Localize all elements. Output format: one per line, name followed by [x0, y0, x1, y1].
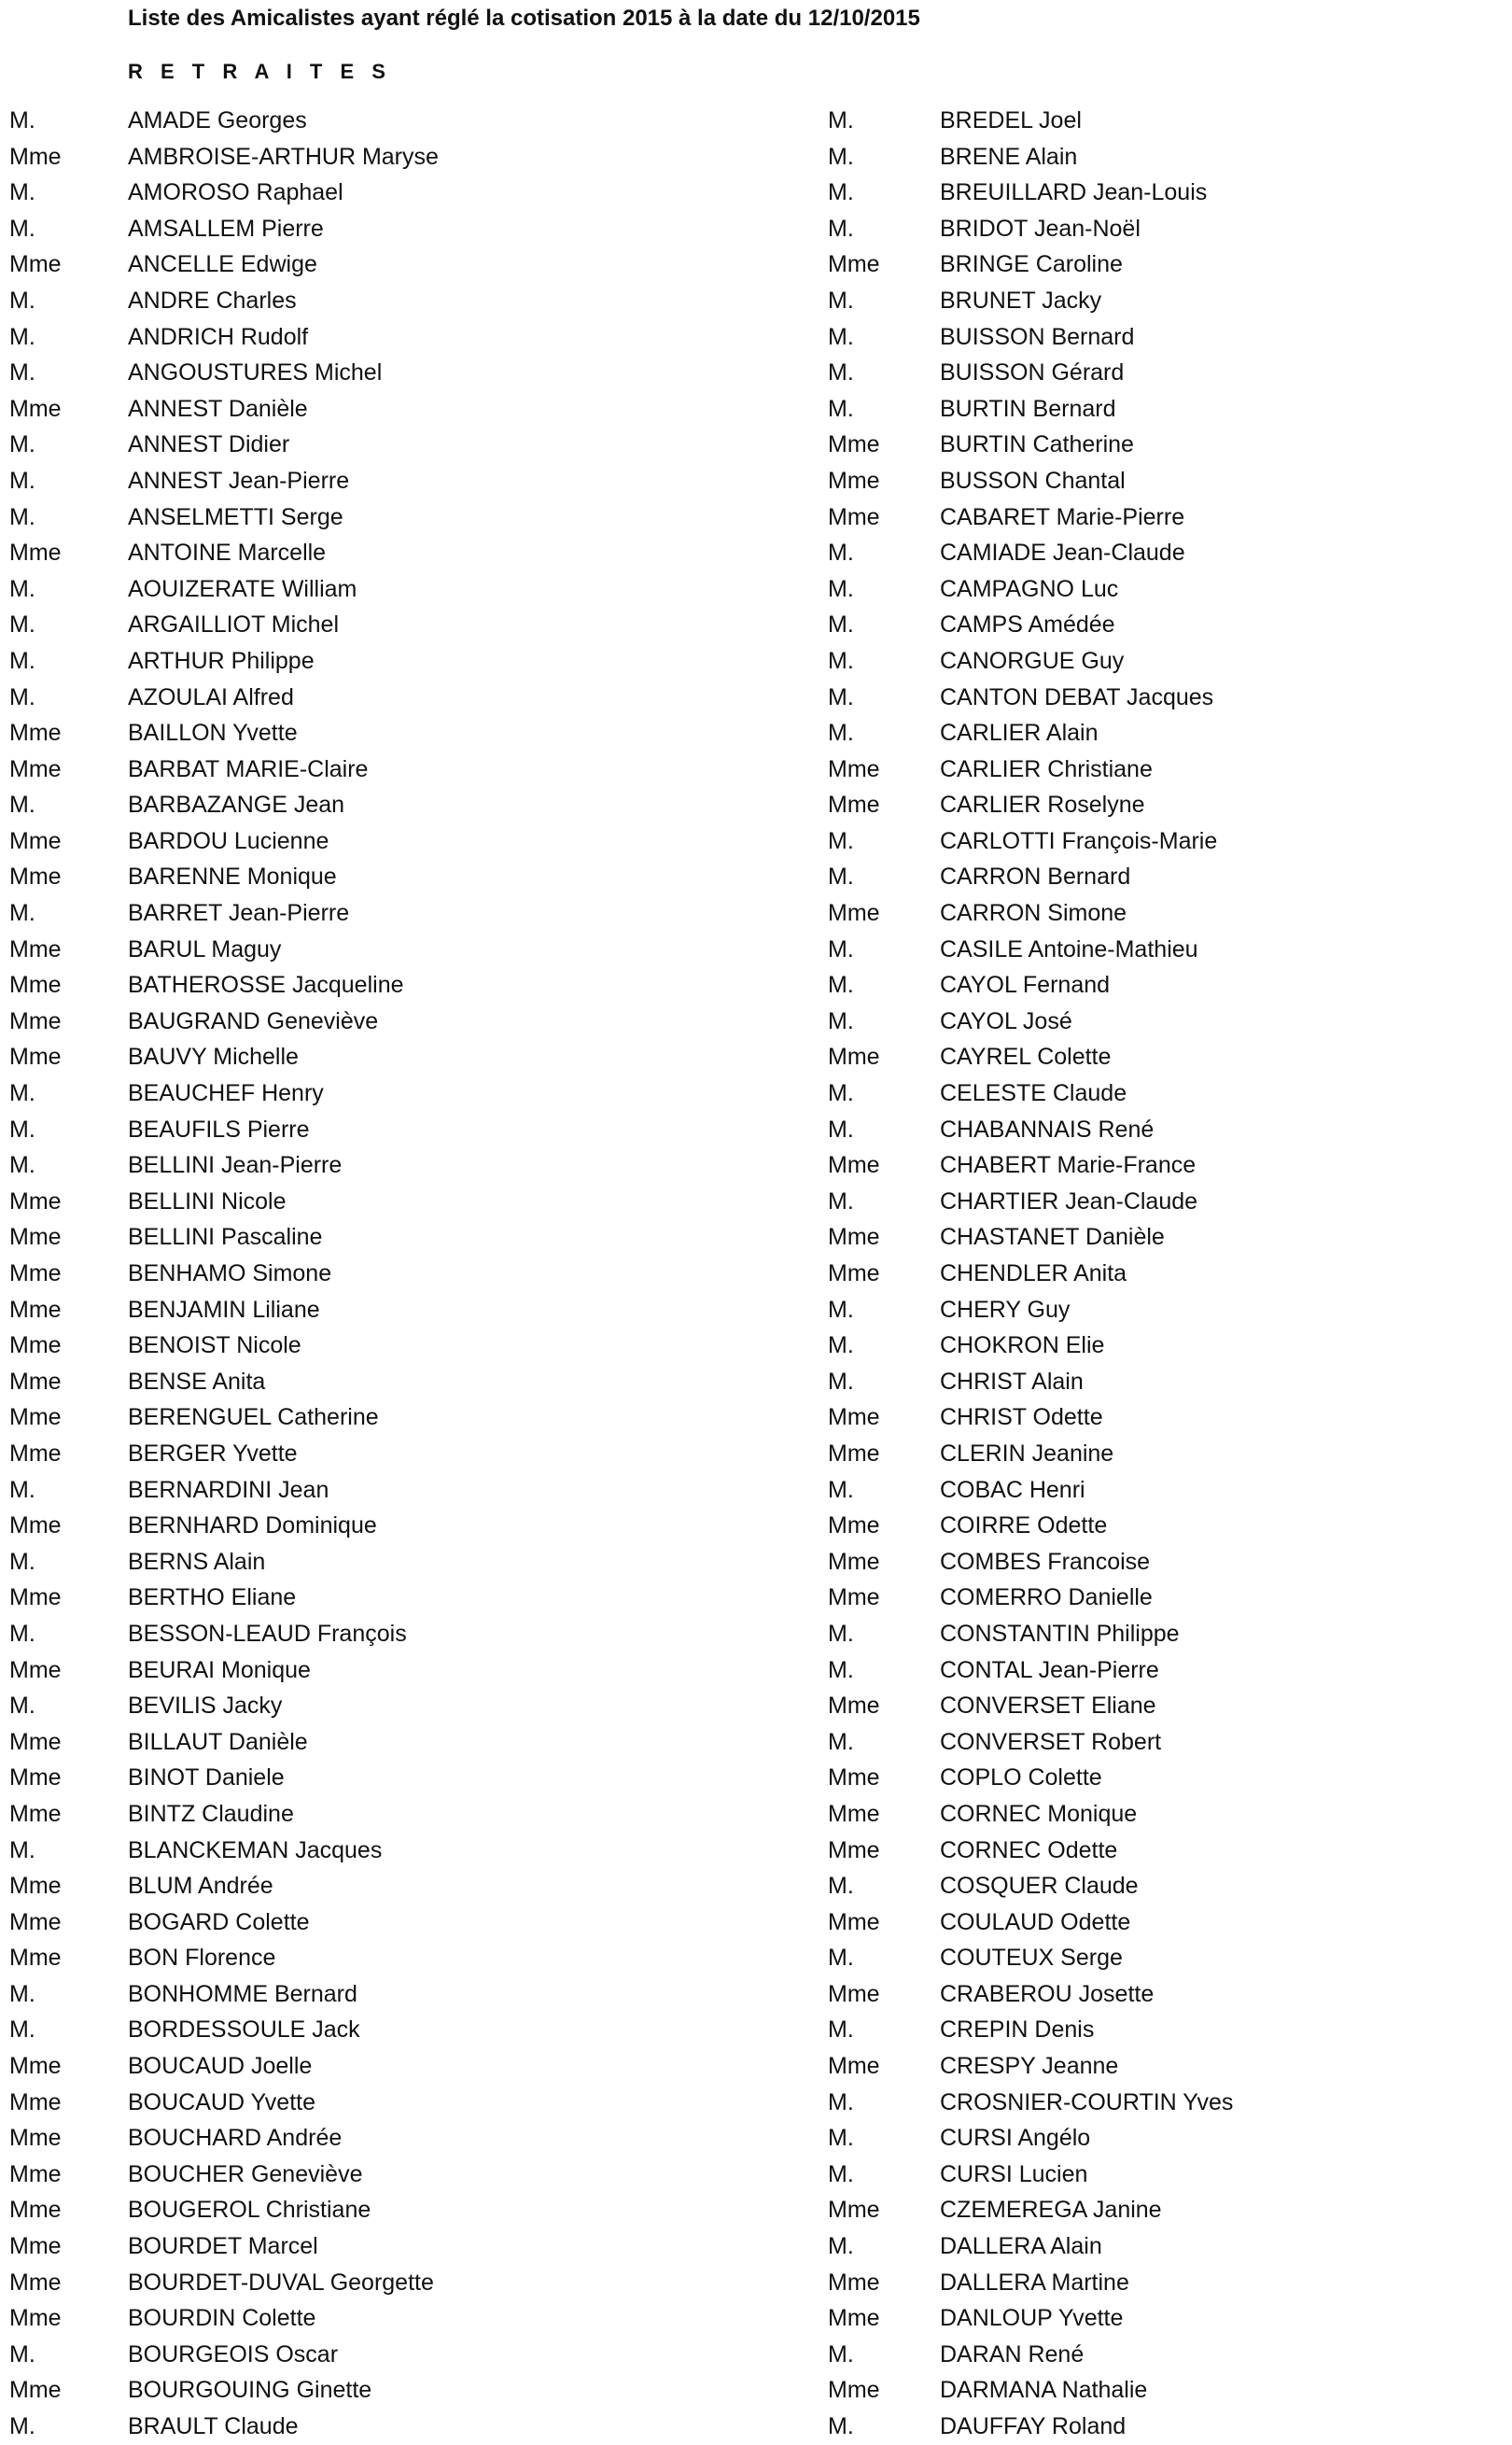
- member-civility: M.: [828, 1476, 854, 1503]
- member-civility: M.: [828, 1656, 854, 1683]
- member-name: AMBROISE-ARTHUR Maryse: [128, 143, 439, 170]
- member-civility: Mme: [9, 972, 62, 999]
- member-name: BENHAMO Simone: [128, 1260, 332, 1286]
- member-civility: M.: [9, 611, 35, 639]
- member-name: BRUNET Jacky: [940, 287, 1102, 314]
- member-civility: Mme: [828, 1404, 880, 1431]
- member-name: BERNS Alain: [128, 1548, 266, 1575]
- member-name: CANORGUE Guy: [940, 647, 1125, 674]
- member-name: BAUGRAND Geneviève: [128, 1007, 379, 1034]
- member-civility: M.: [9, 900, 35, 927]
- member-name: AMADE Georges: [128, 107, 307, 133]
- member-name: BOGARD Colette: [128, 1908, 310, 1935]
- member-name: AOUIZERATE William: [128, 575, 357, 602]
- member-name: COMBES Francoise: [940, 1548, 1151, 1575]
- member-name: DAUFFAY Roland: [940, 2413, 1127, 2439]
- member-civility: Mme: [9, 395, 62, 422]
- member-civility: M.: [9, 2016, 35, 2044]
- member-name: BATHEROSSE Jacqueline: [128, 972, 404, 999]
- member-civility: Mme: [828, 1764, 880, 1792]
- member-civility: M.: [9, 1116, 35, 1143]
- member-name: CLERIN Jeanine: [940, 1440, 1114, 1467]
- member-name: COUTEUX Serge: [940, 1945, 1123, 1972]
- member-civility: Mme: [828, 1152, 880, 1179]
- member-civility: Mme: [828, 1584, 880, 1611]
- member-name: BONHOMME Bernard: [128, 1980, 357, 2007]
- member-civility: M.: [828, 359, 854, 386]
- member-civility: M.: [9, 179, 35, 206]
- member-name: CURSI Angélo: [940, 2125, 1091, 2152]
- member-name: AZOULAI Alfred: [128, 683, 294, 710]
- member-name: ANNEST Danièle: [128, 395, 308, 422]
- member-civility: Mme: [9, 1332, 62, 1359]
- member-civility: M.: [9, 1693, 35, 1720]
- member-name: BERGER Yvette: [128, 1440, 298, 1467]
- member-name: CZEMEREGA Janine: [940, 2197, 1162, 2224]
- member-civility: Mme: [9, 935, 62, 963]
- member-civility: Mme: [9, 1728, 62, 1755]
- member-civility: Mme: [828, 1836, 880, 1863]
- member-civility: Mme: [9, 2377, 62, 2404]
- member-name: CONSTANTIN Philippe: [940, 1620, 1180, 1647]
- member-name: CHENDLER Anita: [940, 1260, 1127, 1286]
- member-civility: Mme: [9, 720, 62, 747]
- member-civility: M.: [828, 2125, 854, 2152]
- member-civility: Mme: [9, 251, 62, 278]
- member-name: CRABEROU Josette: [940, 1980, 1155, 2007]
- member-name: BOURGOUING Ginette: [128, 2377, 372, 2404]
- member-name: BENJAMIN Liliane: [128, 1296, 320, 1323]
- member-name: BREDEL Joel: [940, 107, 1082, 133]
- member-civility: M.: [9, 1980, 35, 2007]
- member-name: BESSON-LEAUD François: [128, 1620, 407, 1647]
- member-civility: M.: [828, 683, 854, 710]
- member-name: BINOT Daniele: [128, 1764, 285, 1792]
- member-civility: Mme: [828, 1908, 880, 1935]
- member-name: BARRET Jean-Pierre: [128, 900, 350, 927]
- member-civility: M.: [9, 1548, 35, 1575]
- member-name: CAMPS Amédée: [940, 611, 1115, 639]
- member-name: BERNHARD Dominique: [128, 1512, 377, 1539]
- member-civility: Mme: [828, 2053, 880, 2080]
- member-civility: Mme: [828, 467, 880, 494]
- member-civility: Mme: [828, 431, 880, 458]
- member-civility: Mme: [828, 1044, 880, 1071]
- member-name: BUISSON Gérard: [940, 359, 1125, 386]
- member-name: CANTON DEBAT Jacques: [940, 683, 1214, 710]
- member-name: COSQUER Claude: [940, 1873, 1139, 1900]
- member-civility: Mme: [9, 2088, 62, 2115]
- member-civility: Mme: [828, 2377, 880, 2404]
- member-civility: M.: [9, 2340, 35, 2368]
- member-civility: M.: [828, 935, 854, 963]
- member-civility: M.: [9, 1152, 35, 1179]
- member-civility: Mme: [828, 2305, 880, 2332]
- member-name: CAYREL Colette: [940, 1044, 1112, 1071]
- member-civility: M.: [9, 359, 35, 386]
- member-name: BAUVY Michelle: [128, 1044, 299, 1071]
- member-civility: M.: [828, 540, 854, 567]
- member-civility: M.: [9, 1836, 35, 1863]
- member-name: BOUCAUD Joelle: [128, 2053, 313, 2080]
- member-civility: Mme: [9, 1512, 62, 1539]
- member-name: CARLOTTI François-Marie: [940, 827, 1218, 854]
- member-civility: M.: [828, 827, 854, 854]
- member-name: BILLAUT Danièle: [128, 1728, 308, 1755]
- member-name: COBAC Henri: [940, 1476, 1085, 1503]
- member-civility: M.: [9, 323, 35, 350]
- member-name: CONTAL Jean-Pierre: [940, 1656, 1159, 1683]
- member-civility: M.: [828, 2233, 854, 2260]
- member-name: BELLINI Nicole: [128, 1187, 287, 1215]
- document-title: Liste des Amicalistes ayant réglé la cotisation 2015 à la date du 12/10/2015: [128, 6, 920, 31]
- member-name: CAMIADE Jean-Claude: [940, 540, 1185, 567]
- member-civility: Mme: [9, 143, 62, 170]
- member-civility: Mme: [9, 2233, 62, 2260]
- member-civility: M.: [9, 1476, 35, 1503]
- member-name: ANCELLE Edwige: [128, 251, 317, 278]
- member-civility: M.: [828, 323, 854, 350]
- member-civility: M.: [9, 431, 35, 458]
- member-civility: Mme: [9, 2160, 62, 2187]
- member-name: BOUCHARD Andrée: [128, 2125, 343, 2152]
- member-name: BERTHO Eliane: [128, 1584, 297, 1611]
- member-name: BOURDET Marcel: [128, 2233, 318, 2260]
- member-civility: M.: [9, 503, 35, 530]
- member-name: BARUL Maguy: [128, 935, 282, 963]
- member-name: BLANCKEMAN Jacques: [128, 1836, 383, 1863]
- member-name: CREPIN Denis: [940, 2016, 1095, 2044]
- member-civility: Mme: [9, 864, 62, 891]
- member-name: BURTIN Catherine: [940, 431, 1134, 458]
- member-name: CHERY Guy: [940, 1296, 1071, 1323]
- member-civility: M.: [9, 215, 35, 242]
- member-civility: Mme: [9, 1044, 62, 1071]
- member-civility: M.: [828, 611, 854, 639]
- member-name: CHRIST Odette: [940, 1404, 1103, 1431]
- member-name: CARRON Simone: [940, 900, 1127, 927]
- member-civility: M.: [828, 647, 854, 674]
- member-civility: M.: [828, 2413, 854, 2439]
- member-name: BRINGE Caroline: [940, 251, 1123, 278]
- member-civility: M.: [828, 2160, 854, 2187]
- member-name: CELESTE Claude: [940, 1080, 1127, 1107]
- member-civility: Mme: [9, 2269, 62, 2296]
- member-civility: M.: [9, 1080, 35, 1107]
- member-name: BLUM Andrée: [128, 1873, 273, 1900]
- member-civility: M.: [828, 1945, 854, 1972]
- member-name: BERENGUEL Catherine: [128, 1404, 379, 1431]
- member-civility: Mme: [828, 1512, 880, 1539]
- member-name: CORNEC Odette: [940, 1836, 1118, 1863]
- member-civility: Mme: [828, 1693, 880, 1720]
- member-name: CHASTANET Danièle: [940, 1224, 1165, 1251]
- member-name: CORNEC Monique: [940, 1800, 1138, 1827]
- member-civility: Mme: [828, 503, 880, 530]
- member-name: ANGOUSTURES Michel: [128, 359, 383, 386]
- member-name: BEVILIS Jacky: [128, 1693, 283, 1720]
- member-name: CARLIER Alain: [940, 720, 1099, 747]
- member-name: CHOKRON Elie: [940, 1332, 1105, 1359]
- member-name: COMERRO Danielle: [940, 1584, 1153, 1611]
- member-civility: Mme: [9, 1007, 62, 1034]
- member-civility: M.: [828, 720, 854, 747]
- member-name: BREUILLARD Jean-Louis: [940, 179, 1208, 206]
- member-civility: M.: [828, 2088, 854, 2115]
- member-name: CURSI Lucien: [940, 2160, 1088, 2187]
- member-name: BENSE Anita: [128, 1368, 266, 1395]
- member-name: BEAUFILS Pierre: [128, 1116, 310, 1143]
- member-civility: M.: [828, 1332, 854, 1359]
- member-name: CARLIER Christiane: [940, 755, 1153, 782]
- member-civility: M.: [9, 287, 35, 314]
- member-civility: Mme: [9, 755, 62, 782]
- member-name: CHABANNAIS René: [940, 1116, 1155, 1143]
- member-civility: M.: [9, 647, 35, 674]
- member-name: CAMPAGNO Luc: [940, 575, 1119, 602]
- member-civility: Mme: [9, 1187, 62, 1215]
- member-name: BARBAZANGE Jean: [128, 792, 345, 819]
- member-civility: Mme: [828, 1224, 880, 1251]
- member-name: COIRRE Odette: [940, 1512, 1108, 1539]
- member-name: ANNEST Didier: [128, 431, 290, 458]
- member-civility: M.: [9, 467, 35, 494]
- member-name: BOURDIN Colette: [128, 2305, 316, 2332]
- member-civility: M.: [828, 1080, 854, 1107]
- member-civility: Mme: [828, 1980, 880, 2007]
- member-civility: M.: [828, 1873, 854, 1900]
- member-civility: M.: [828, 864, 854, 891]
- member-name: BOUCAUD Yvette: [128, 2088, 316, 2115]
- member-civility: M.: [9, 575, 35, 602]
- member-civility: Mme: [9, 1656, 62, 1683]
- member-civility: Mme: [9, 1908, 62, 1935]
- member-civility: M.: [828, 1187, 854, 1215]
- member-name: BRIDOT Jean-Noël: [940, 215, 1141, 242]
- member-name: BARBAT MARIE-Claire: [128, 755, 369, 782]
- member-name: CHRIST Alain: [940, 1368, 1084, 1395]
- member-civility: Mme: [9, 1873, 62, 1900]
- section-title: R E T R A I T E S: [128, 60, 392, 83]
- member-civility: Mme: [9, 1584, 62, 1611]
- member-civility: M.: [828, 2340, 854, 2368]
- member-name: ARGAILLIOT Michel: [128, 611, 340, 639]
- member-civility: Mme: [828, 755, 880, 782]
- member-name: BORDESSOULE Jack: [128, 2016, 360, 2044]
- member-civility: M.: [828, 972, 854, 999]
- member-name: ANNEST Jean-Pierre: [128, 467, 350, 494]
- member-name: CONVERSET Eliane: [940, 1693, 1156, 1720]
- member-civility: M.: [9, 107, 35, 133]
- member-civility: Mme: [828, 1800, 880, 1827]
- member-name: COPLO Colette: [940, 1764, 1102, 1792]
- member-name: CONVERSET Robert: [940, 1728, 1162, 1755]
- member-civility: Mme: [9, 540, 62, 567]
- member-name: BARENNE Monique: [128, 864, 337, 891]
- member-name: ANSELMETTI Serge: [128, 503, 343, 530]
- member-civility: Mme: [828, 900, 880, 927]
- member-name: DALLERA Alain: [940, 2233, 1102, 2260]
- member-name: CAYOL Fernand: [940, 972, 1111, 999]
- member-civility: M.: [9, 1620, 35, 1647]
- member-civility: Mme: [9, 1440, 62, 1467]
- member-civility: M.: [828, 215, 854, 242]
- member-name: BOUGEROL Christiane: [128, 2197, 371, 2224]
- member-civility: M.: [828, 1728, 854, 1755]
- member-civility: M.: [9, 2413, 35, 2439]
- member-civility: Mme: [9, 827, 62, 854]
- member-name: COULAUD Odette: [940, 1908, 1131, 1935]
- member-civility: Mme: [828, 1440, 880, 1467]
- member-civility: Mme: [828, 1260, 880, 1286]
- member-civility: Mme: [9, 2125, 62, 2152]
- member-name: CABARET Marie-Pierre: [940, 503, 1185, 530]
- member-name: BURTIN Bernard: [940, 395, 1116, 422]
- member-name: BARDOU Lucienne: [128, 827, 329, 854]
- member-civility: Mme: [828, 1548, 880, 1575]
- member-name: BELLINI Pascaline: [128, 1224, 323, 1251]
- member-name: BOUCHER Geneviève: [128, 2160, 363, 2187]
- member-civility: Mme: [9, 1260, 62, 1286]
- member-civility: Mme: [9, 1404, 62, 1431]
- member-civility: M.: [828, 179, 854, 206]
- member-name: BUISSON Bernard: [940, 323, 1135, 350]
- member-civility: M.: [828, 143, 854, 170]
- member-civility: M.: [828, 1620, 854, 1647]
- member-civility: M.: [828, 1296, 854, 1323]
- member-civility: M.: [828, 1368, 854, 1395]
- member-civility: Mme: [9, 1368, 62, 1395]
- member-civility: Mme: [9, 1224, 62, 1251]
- member-civility: M.: [9, 683, 35, 710]
- member-name: CRESPY Jeanne: [940, 2053, 1119, 2080]
- member-name: DANLOUP Yvette: [940, 2305, 1124, 2332]
- member-civility: Mme: [9, 1296, 62, 1323]
- member-civility: Mme: [9, 2305, 62, 2332]
- member-name: BRENE Alain: [940, 143, 1078, 170]
- member-name: CHARTIER Jean-Claude: [940, 1187, 1198, 1215]
- member-name: BOURGEOIS Oscar: [128, 2340, 339, 2368]
- member-name: DARAN René: [940, 2340, 1085, 2368]
- member-name: ANDRE Charles: [128, 287, 297, 314]
- member-name: BINTZ Claudine: [128, 1800, 294, 1827]
- member-name: CARRON Bernard: [940, 864, 1131, 891]
- member-civility: Mme: [828, 2197, 880, 2224]
- member-civility: Mme: [9, 1764, 62, 1792]
- member-civility: Mme: [9, 1800, 62, 1827]
- member-civility: M.: [9, 792, 35, 819]
- member-name: BRAULT Claude: [128, 2413, 299, 2439]
- member-name: CARLIER Roselyne: [940, 792, 1145, 819]
- member-civility: Mme: [828, 251, 880, 278]
- member-name: BUSSON Chantal: [940, 467, 1126, 494]
- member-name: BEURAI Monique: [128, 1656, 311, 1683]
- member-name: BERNARDINI Jean: [128, 1476, 329, 1503]
- member-civility: Mme: [9, 2053, 62, 2080]
- member-civility: M.: [828, 395, 854, 422]
- member-name: CHABERT Marie-France: [940, 1152, 1197, 1179]
- member-name: BOURDET-DUVAL Georgette: [128, 2269, 434, 2296]
- member-civility: Mme: [9, 2197, 62, 2224]
- member-civility: Mme: [9, 1945, 62, 1972]
- member-name: ANTOINE Marcelle: [128, 540, 327, 567]
- member-civility: M.: [828, 107, 854, 133]
- member-name: BEAUCHEF Henry: [128, 1080, 324, 1107]
- member-civility: M.: [828, 1116, 854, 1143]
- member-name: BELLINI Jean-Pierre: [128, 1152, 343, 1179]
- member-name: CASILE Antoine-Mathieu: [940, 935, 1198, 963]
- member-name: ARTHUR Philippe: [128, 647, 315, 674]
- member-civility: M.: [828, 2016, 854, 2044]
- member-civility: Mme: [828, 792, 880, 819]
- member-name: CROSNIER-COURTIN Yves: [940, 2088, 1234, 2115]
- member-name: CAYOL José: [940, 1007, 1072, 1034]
- member-name: BENOIST Nicole: [128, 1332, 301, 1359]
- member-civility: M.: [828, 575, 854, 602]
- member-civility: M.: [828, 287, 854, 314]
- member-civility: M.: [828, 1007, 854, 1034]
- member-civility: Mme: [828, 2269, 880, 2296]
- member-name: DARMANA Nathalie: [940, 2377, 1148, 2404]
- member-name: DALLERA Martine: [940, 2269, 1129, 2296]
- member-name: AMSALLEM Pierre: [128, 215, 324, 242]
- member-name: BAILLON Yvette: [128, 720, 298, 747]
- member-name: BON Florence: [128, 1945, 276, 1972]
- member-name: AMOROSO Raphael: [128, 179, 343, 206]
- member-name: ANDRICH Rudolf: [128, 323, 309, 350]
